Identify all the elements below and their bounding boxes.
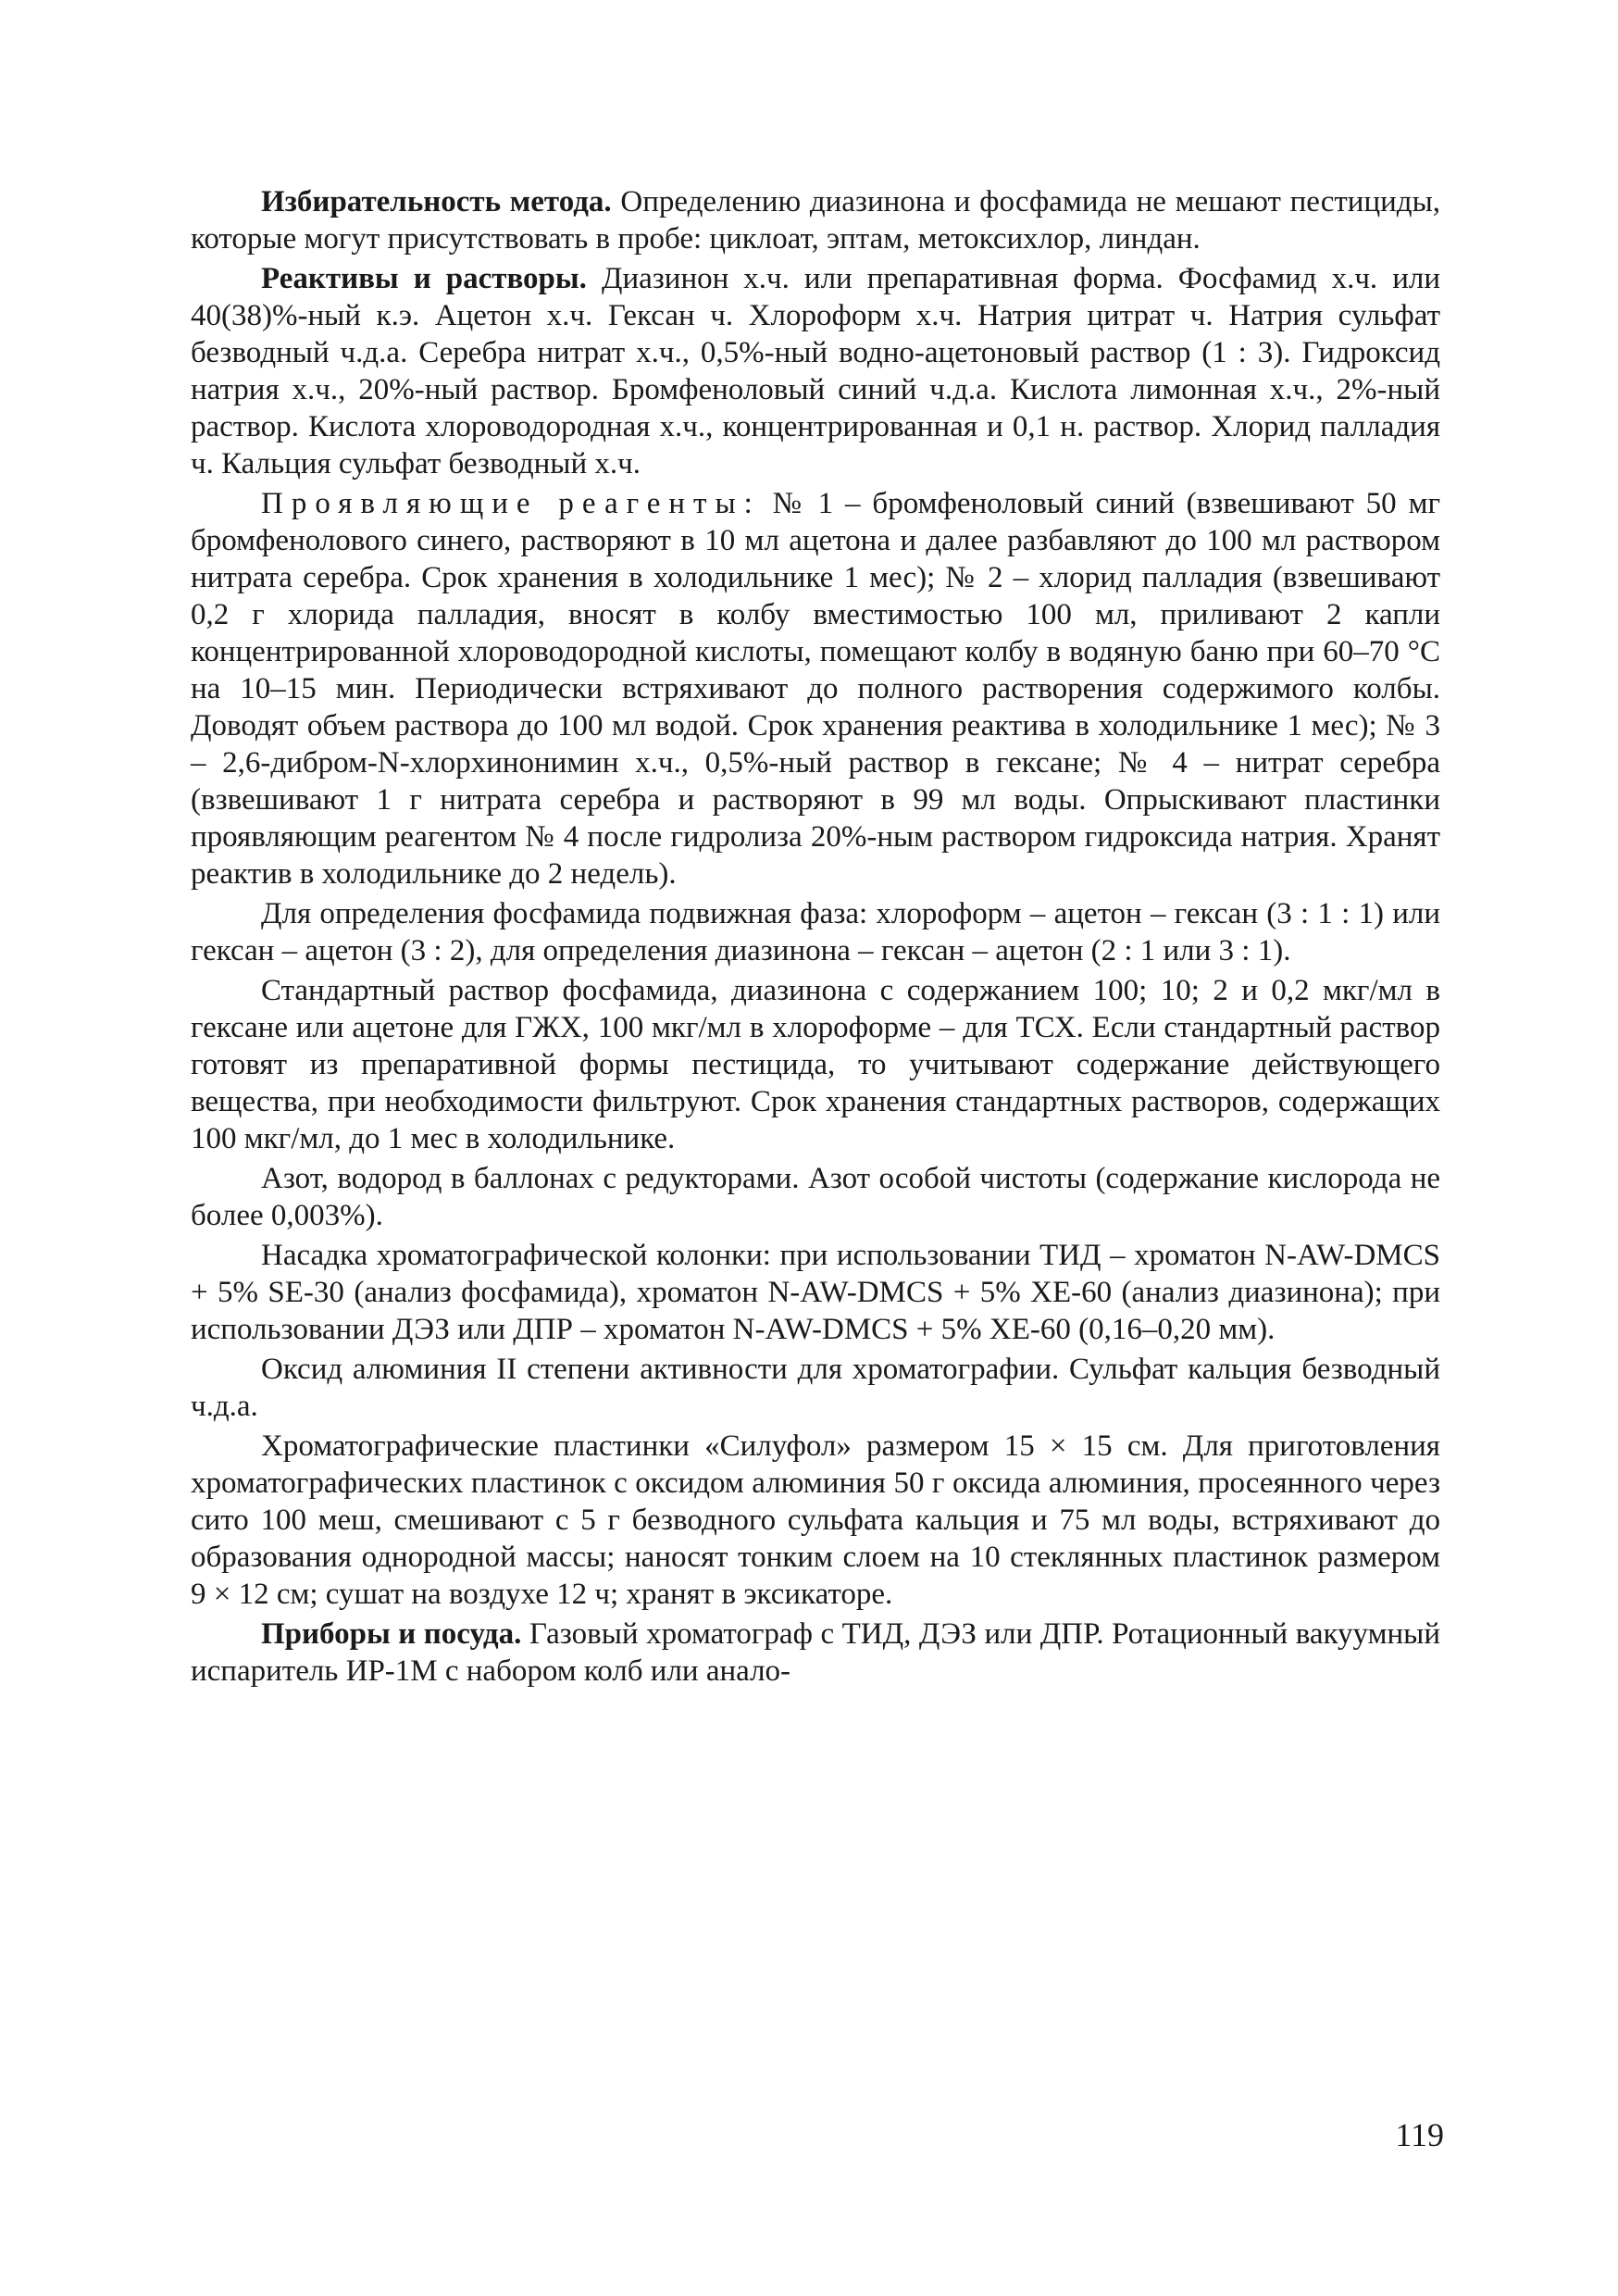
paragraph-equipment: [191, 1616, 1440, 1690]
paragraph-text: Газовый хроматограф с ТИД, ДЭЗ или ДПР. Ротационный вакуумный испаритель ИР-1М с набором колб или анало-: [191, 1617, 1440, 1688]
page-number: 119: [1395, 2116, 1444, 2153]
paragraph-text: Азот, водород в баллонах с редукторами. Азот особой чистоты (содержание кислорода не более 0,003%).: [191, 1162, 1440, 1232]
paragraph-text: № 1 – бромфеноловый синий (взвешивают 50 мг бромфенолового синего, растворяют в 10 мл ацетона и далее разбавляют до 100 мл раствором нитрата серебра. Срок хранения в холодильнике 1 мес); № 2 – хлорид палладия (взвешивают 0,2 г хлорида палладия, вносят в колбу вместимостью 100 мл, приливают 2 капли концентрированной хлороводородной кислоты, помещают колбу в водяную баню при 60–70 °С на 10–15 мин. Периодически встряхивают до полного растворения содержимого колбы. Доводят объем раствора до 100 мл водой. Срок хранения реактива в холодильнике 1 мес); № 3 – 2,6-дибром-N-хлорхинонимин х.ч., 0,5%-ный раствор в гексане; № 4 – нитрат серебра (взвешивают 1 г нитрата серебра и растворяют в 99 мл воды. Опрыскивают пластинки проявляющим реагентом № 4 после гидролиза 20%-ным раствором гидроксида натрия. Хранят реактив в холодильнике до 2 недель).: [191, 487, 1440, 891]
paragraph-alumina: [191, 1351, 1440, 1425]
paragraph-text: Диазинон х.ч. или препаративная форма. Фосфамид х.ч. или 40(38)%-ный к.э. Ацетон х.ч. Гексан ч. Хлороформ х.ч. Натрия цитрат ч. Натрия сульфат безводный ч.д.а. Серебра нитрат х.ч., 0,5%-ный водно-ацетоновый раствор (1 : 3). Гидроксид натрия х.ч., 20%-ный раствор. Бромфеноловый синий ч.д.а. Кислота лимонная х.ч., 2%-ный раствор. Кислота хлороводородная х.ч., концентрированная и 0,1 н. раствор. Хлорид палладия ч. Кальция сульфат безводный х.ч.: [191, 262, 1440, 480]
spaced-heading: Проявляющие реагенты:: [261, 487, 761, 520]
run-in-heading: Приборы и посуда.: [261, 1617, 522, 1651]
paragraph-standard-solution: [191, 972, 1440, 1157]
paragraph-text: Хроматографические пластинки «Силуфол» размером 15 × 15 см. Для приготовления хроматографических пластинок с оксидом алюминия 50 г оксида алюминия, просеянного через сито 100 меш, смешивают с 5 г безводного сульфата кальция и 75 мл воды, встряхивают до образования однородной массы; наносят тонким слоем на 10 стеклянных пластинок размером 9 × 12 см; сушат на воздухе 12 ч; хранят в эксикаторе.: [191, 1429, 1440, 1611]
paragraph-text: Для определения фосфамида подвижная фаза: хлороформ – ацетон – гексан (3 : 1 : 1) или гексан – ацетон (3 : 2), для определения диазинона – гексан – ацетон (2 : 1 или 3 : 1).: [191, 897, 1440, 967]
paragraph-text: Оксид алюминия II степени активности для хроматографии. Сульфат кальция безводный ч.д.а.: [191, 1353, 1440, 1423]
paragraph-plates: [191, 1428, 1440, 1613]
page-body: [191, 183, 1440, 1692]
paragraph-text: Насадка хроматографической колонки: при использовании ТИД – хроматон N-AW-DMCS + 5% SE-30 (анализ фосфамида), хроматон N-AW-DMCS + 5% XE-60 (анализ диазинона); при использовании ДЭЗ или ДПР – хроматон N-AW-DMCS + 5% XE-60 (0,16–0,20 мм).: [191, 1239, 1440, 1346]
paragraph-selectivity: [191, 183, 1440, 257]
paragraph-mobile-phase: [191, 895, 1440, 969]
paragraph-reagents: [191, 260, 1440, 482]
paragraph-text: Стандартный раствор фосфамида, диазинона с содержанием 100; 10; 2 и 0,2 мкг/мл в гексане или ацетоне для ГЖХ, 100 мкг/мл в хлороформе – для ТСХ. Если стандартный раствор готовят из препаративной формы пестицида, то учитывают содержание действующего вещества, при необходимости фильтруют. Срок хранения стандартных растворов, содержащих 100 мкг/мл, до 1 мес в холодильнике.: [191, 974, 1440, 1155]
run-in-heading: Реактивы и растворы.: [261, 262, 587, 295]
run-in-heading: Избирательность метода.: [261, 185, 612, 218]
paragraph-gases: [191, 1160, 1440, 1234]
paragraph-developing-reagents: [191, 485, 1440, 892]
paragraph-column-packing: [191, 1237, 1440, 1348]
paragraph-text: Определению диазинона и фосфамида не мешают пестициды, которые могут присутствовать в пробе: циклоат, эптам, метоксихлор, линдан.: [191, 185, 1440, 256]
